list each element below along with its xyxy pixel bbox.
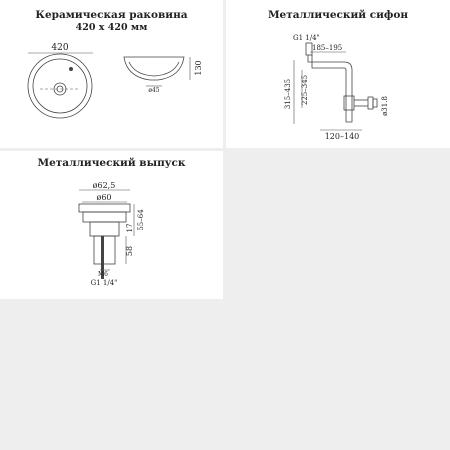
siphon-outlet-cap: [373, 99, 377, 107]
outlet-flange: [83, 212, 126, 222]
outlet-cap: [79, 204, 130, 212]
sink-title: Керамическая раковина: [35, 9, 188, 21]
outlet-range-label: 55–64: [137, 209, 145, 231]
siphon-diameter-label: ø31.8: [381, 96, 389, 116]
outlet-drawing: [0, 151, 223, 299]
sink-size: 420 x 420 мм: [75, 22, 148, 33]
drain-diameter-label: ø45: [148, 87, 160, 94]
siphon-top-label: 185–195: [312, 44, 343, 52]
outlet-length-label: 58: [125, 245, 134, 257]
siphon-title: Металлический сифон: [267, 9, 409, 21]
siphon-thread-label: G1 1/4": [293, 34, 320, 42]
outlet-tail: [94, 236, 115, 264]
siphon-trap-body: [344, 96, 354, 110]
outlet-thread-label: G1 1/4": [90, 279, 118, 287]
siphon-depth-label: 120–140: [324, 132, 360, 141]
outlet-title: Металлический выпуск: [37, 157, 186, 169]
sink-height-label: 130: [194, 60, 203, 76]
outlet-inner-diameter-label: ø60: [96, 193, 112, 202]
sink-side-inner: [129, 62, 179, 76]
sink-panel: [0, 0, 223, 148]
siphon-pipe: [308, 55, 352, 122]
sink-drawing: [0, 0, 223, 148]
outlet-small-label: 17: [126, 223, 134, 233]
siphon-total-height-label: 315–435: [284, 78, 292, 110]
outlet-bolt-label: M6: [98, 271, 108, 278]
sink-width-label: 420: [51, 43, 69, 53]
outlet-panel: [0, 151, 223, 299]
overflow-hole: [69, 67, 73, 71]
siphon-outlet-nut: [368, 97, 373, 109]
siphon-panel: [226, 0, 450, 148]
siphon-inner-height-label: 225–345: [301, 74, 309, 106]
siphon-drawing: [226, 0, 450, 148]
outlet-body: [90, 222, 119, 236]
outlet-outer-diameter-label: ø62,5: [92, 181, 116, 190]
